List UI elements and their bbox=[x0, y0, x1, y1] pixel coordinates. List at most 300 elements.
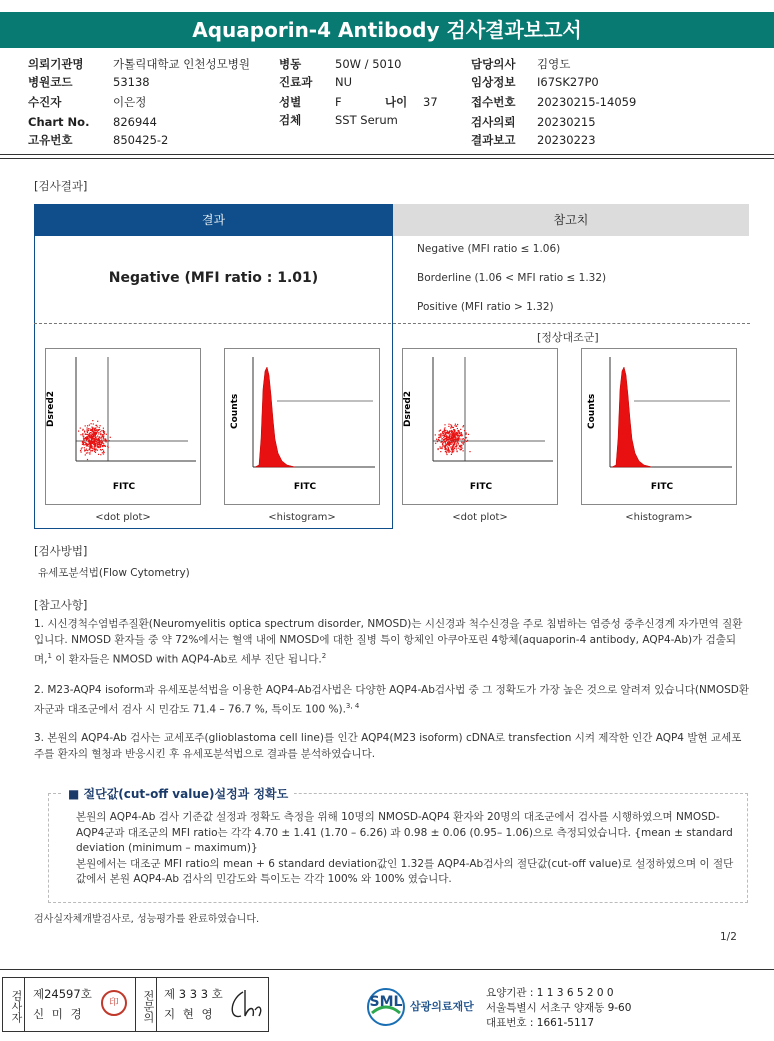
scatter-point bbox=[87, 459, 88, 460]
scatter-point bbox=[457, 439, 458, 440]
scatter-point bbox=[456, 448, 457, 449]
scatter-point bbox=[101, 437, 102, 438]
scatter-point bbox=[454, 431, 455, 432]
scatter-point bbox=[103, 453, 104, 454]
scatter-point bbox=[440, 446, 441, 447]
control-dot-plot bbox=[402, 348, 558, 505]
scatter-point bbox=[454, 430, 455, 431]
scatter-point bbox=[96, 425, 97, 426]
reference-header: 참고치 bbox=[393, 204, 749, 236]
scatter-point bbox=[101, 439, 102, 440]
scatter-point bbox=[436, 439, 437, 440]
scatter-point bbox=[106, 434, 107, 435]
scatter-point bbox=[101, 441, 102, 442]
scatter-point bbox=[452, 451, 453, 452]
scatter-point bbox=[448, 426, 449, 427]
scatter-point bbox=[82, 441, 83, 442]
dot-plot-scatter bbox=[78, 420, 111, 460]
scatter-point bbox=[98, 447, 99, 448]
control-dot-plot-svg bbox=[403, 349, 559, 506]
scatter-point bbox=[454, 442, 455, 443]
signature-box bbox=[2, 977, 269, 1032]
scatter-point bbox=[94, 451, 95, 452]
scatter-point bbox=[450, 444, 451, 445]
scatter-point bbox=[91, 442, 92, 443]
scatter-point bbox=[103, 443, 104, 444]
scatter-point bbox=[87, 427, 88, 428]
scatter-point bbox=[443, 433, 444, 434]
plot-divider bbox=[34, 323, 750, 324]
histogram-caption: <histogram> bbox=[268, 512, 336, 523]
scatter-point bbox=[444, 430, 445, 431]
scatter-point bbox=[94, 443, 95, 444]
control-dot-plot-caption: <dot plot> bbox=[452, 512, 508, 523]
scatter-point bbox=[467, 440, 468, 441]
clinical-value: I67SK27P0 bbox=[537, 75, 599, 89]
scatter-point bbox=[86, 438, 87, 439]
scatter-point bbox=[444, 438, 445, 439]
scatter-point bbox=[449, 431, 450, 432]
scatter-point bbox=[92, 441, 93, 442]
scatter-point bbox=[455, 424, 456, 425]
inspector-name: 신 미 경 bbox=[33, 1007, 84, 1021]
reviewer-label: 전문의 bbox=[135, 978, 157, 1031]
scatter-point bbox=[444, 429, 445, 430]
scatter-point bbox=[86, 450, 87, 451]
scatter-point bbox=[90, 436, 91, 437]
scatter-point bbox=[102, 452, 103, 453]
scatter-point bbox=[84, 431, 85, 432]
scatter-point bbox=[455, 441, 456, 442]
scatter-point bbox=[100, 438, 101, 439]
org-name: 삼광의료재단 bbox=[410, 1000, 474, 1013]
scatter-point bbox=[457, 442, 458, 443]
chart-value: 826944 bbox=[113, 115, 157, 129]
scatter-point bbox=[102, 434, 103, 435]
hospital-value: 가톨릭대학교 인천성모병원 bbox=[113, 57, 250, 71]
ward-label: 병동 bbox=[279, 57, 302, 71]
scatter-point bbox=[456, 450, 457, 451]
reviewer-number: 제 3 3 3 호 bbox=[164, 987, 223, 1001]
scatter-point bbox=[106, 441, 107, 442]
scatter-point bbox=[439, 440, 440, 441]
scatter-point bbox=[94, 447, 95, 448]
scatter-point bbox=[97, 440, 98, 441]
scatter-point bbox=[440, 430, 441, 431]
scatter-point bbox=[438, 434, 439, 435]
sex-value: F bbox=[335, 95, 342, 109]
scatter-point bbox=[103, 434, 104, 435]
patient-histogram bbox=[224, 348, 380, 505]
scatter-point bbox=[99, 437, 100, 438]
scatter-point bbox=[109, 440, 110, 441]
scatter-point bbox=[444, 427, 445, 428]
doctor-label: 담당의사 bbox=[471, 57, 516, 71]
scatter-point bbox=[446, 439, 447, 440]
result-value: Negative (MFI ratio : 1.01) bbox=[108, 270, 319, 286]
scatter-point bbox=[101, 430, 102, 431]
note-1-tail: 이 환자들은 NMOSD with AQP4-Ab로 세부 진단 됩니다. bbox=[51, 653, 322, 666]
scatter-point bbox=[443, 445, 444, 446]
scatter-point bbox=[100, 446, 101, 447]
scatter-point bbox=[106, 440, 107, 441]
scatter-point bbox=[463, 450, 464, 451]
scatter-point bbox=[464, 439, 465, 440]
scatter-point bbox=[442, 448, 443, 449]
scatter-point bbox=[451, 430, 452, 431]
scatter-point bbox=[442, 444, 443, 445]
scatter-point bbox=[460, 435, 461, 436]
scatter-point bbox=[437, 440, 438, 441]
scatter-point bbox=[81, 448, 82, 449]
sml-logo-text: SML bbox=[369, 994, 403, 1010]
scatter-point bbox=[448, 441, 449, 442]
scatter-point bbox=[87, 452, 88, 453]
scatter-point bbox=[87, 432, 88, 433]
scatter-point bbox=[102, 446, 103, 447]
scatter-point bbox=[82, 444, 83, 445]
scatter-point bbox=[445, 446, 446, 447]
scatter-point bbox=[461, 442, 462, 443]
reference-borderline: Borderline (1.06 < MFI ratio ≤ 1.32) bbox=[417, 272, 607, 284]
scatter-point bbox=[450, 424, 451, 425]
scatter-point bbox=[86, 453, 87, 454]
scatter-point bbox=[457, 435, 458, 436]
note-1-ref-2: 2 bbox=[321, 652, 327, 660]
scatter-point bbox=[84, 439, 85, 440]
scatter-point bbox=[457, 424, 458, 425]
scatter-point bbox=[450, 447, 451, 448]
histogram-peak bbox=[255, 367, 295, 467]
scatter-point bbox=[80, 428, 81, 429]
scatter-point bbox=[452, 444, 453, 445]
scatter-point bbox=[446, 437, 447, 438]
note-1-text: 1. 시신경척수염범주질환(Neuromyelitis optica spectrum disorder, NMOSD)는 시신경과 척수신경을 주로 침범하는 염증성 중추신경계 자가면역 질환입니다. NMOSD 환자들 중 약 72%에서는 혈액 내에 NMOSD에 대한 질병 특이 항체인 아쿠아포린 4항체(aquaporin-4 antibody, AQP4-Ab)가 검출되며, bbox=[34, 618, 743, 666]
scatter-point bbox=[93, 423, 94, 424]
scatter-point bbox=[446, 435, 447, 436]
dot-y-label: Dsred2 bbox=[46, 390, 56, 427]
scatter-point bbox=[452, 427, 453, 428]
scatter-point bbox=[87, 450, 88, 451]
scatter-point bbox=[86, 437, 87, 438]
note-2-ref: 3, 4 bbox=[345, 702, 360, 710]
scatter-point bbox=[78, 431, 79, 432]
scatter-point bbox=[92, 436, 93, 437]
scatter-point bbox=[84, 447, 85, 448]
patient-dot-plot bbox=[45, 348, 201, 505]
scatter-point bbox=[444, 441, 445, 442]
scatter-point bbox=[100, 449, 101, 450]
scatter-point bbox=[449, 450, 450, 451]
header-divider-2 bbox=[0, 158, 774, 159]
scatter-point bbox=[443, 442, 444, 443]
ward-value: 50W / 5010 bbox=[335, 57, 402, 71]
method-text: 유세포분석법(Flow Cytometry) bbox=[38, 567, 190, 579]
scatter-point bbox=[460, 429, 461, 430]
scatter-point bbox=[462, 439, 463, 440]
request-label: 검사의뢰 bbox=[471, 115, 516, 129]
dot-plot-svg bbox=[46, 349, 202, 506]
scatter-point bbox=[89, 445, 90, 446]
scatter-point bbox=[102, 449, 103, 450]
scatter-point bbox=[94, 431, 95, 432]
scatter-point bbox=[89, 449, 90, 450]
scatter-point bbox=[103, 436, 104, 437]
scatter-point bbox=[82, 435, 83, 436]
receipt-value: 20230215-14059 bbox=[537, 95, 637, 109]
cutoff-text bbox=[76, 810, 736, 888]
scatter-point bbox=[97, 444, 98, 445]
scatter-point bbox=[92, 431, 93, 432]
scatter-point bbox=[445, 451, 446, 452]
scatter-point bbox=[97, 436, 98, 437]
scatter-point bbox=[454, 434, 455, 435]
scatter-point bbox=[442, 433, 443, 434]
scatter-point bbox=[440, 451, 441, 452]
scatter-point bbox=[94, 439, 95, 440]
histogram-svg bbox=[225, 349, 381, 506]
scatter-point bbox=[446, 454, 447, 455]
scatter-point bbox=[446, 433, 447, 434]
scatter-point bbox=[92, 439, 93, 440]
scatter-point bbox=[86, 444, 87, 445]
scatter-point bbox=[97, 443, 98, 444]
scatter-point bbox=[459, 433, 460, 434]
scatter-point bbox=[460, 447, 461, 448]
scatter-point bbox=[451, 432, 452, 433]
scatter-point bbox=[461, 445, 462, 446]
scatter-point bbox=[89, 452, 90, 453]
specimen-value: SST Serum bbox=[335, 113, 398, 127]
clinical-label: 임상정보 bbox=[471, 75, 516, 89]
scatter-point bbox=[91, 434, 92, 435]
scatter-point bbox=[85, 454, 86, 455]
scatter-point bbox=[450, 433, 451, 434]
scatter-point bbox=[100, 440, 101, 441]
scatter-point bbox=[447, 442, 448, 443]
scatter-point bbox=[438, 437, 439, 438]
scatter-point bbox=[100, 433, 101, 434]
cutoff-text-2: 본원에서는 대조군 MFI ratio의 mean + 6 standard deviation값인 1.32를 AQP4-Ab검사의 절단값(cut-off value)로 설정하였으며 이 절단값에서 본원 AQP4-Ab 검사의 민감도와 특이도는 각각 100% 와 100% 였습니다. bbox=[76, 857, 734, 885]
scatter-point bbox=[85, 425, 86, 426]
footer-divider bbox=[0, 969, 774, 970]
dept-value: NU bbox=[335, 75, 353, 89]
cutoff-title: ■ 절단값(cut-off value)설정과 정확도 bbox=[62, 785, 294, 802]
scatter-point bbox=[105, 438, 106, 439]
scatter-point bbox=[89, 425, 90, 426]
scatter-point bbox=[445, 443, 446, 444]
scatter-point bbox=[104, 433, 105, 434]
scatter-point bbox=[446, 449, 447, 450]
scatter-point bbox=[97, 450, 98, 451]
scatter-point bbox=[89, 434, 90, 435]
scatter-point bbox=[86, 429, 87, 430]
scatter-point bbox=[90, 437, 91, 438]
scatter-point bbox=[442, 446, 443, 447]
scatter-point bbox=[88, 428, 89, 429]
org-code: 요양기관 : 1 1 3 6 5 2 0 0 bbox=[486, 987, 614, 999]
patient-value: 이은정 bbox=[113, 95, 147, 109]
scatter-point bbox=[459, 445, 460, 446]
unique-label: 고유번호 bbox=[28, 133, 73, 147]
scatter-point bbox=[443, 437, 444, 438]
scatter-point bbox=[98, 433, 99, 434]
scatter-point bbox=[451, 425, 452, 426]
scatter-point bbox=[90, 432, 91, 433]
scatter-point bbox=[98, 454, 99, 455]
reviewer-name: 지 현 영 bbox=[164, 1007, 215, 1021]
control-label: [정상대조군] bbox=[537, 331, 599, 344]
scatter-point bbox=[85, 437, 86, 438]
scatter-point bbox=[89, 435, 90, 436]
scatter-point bbox=[108, 447, 109, 448]
header-divider bbox=[0, 154, 774, 155]
scatter-point bbox=[466, 434, 467, 435]
control-histogram bbox=[581, 348, 737, 505]
scatter-point bbox=[454, 425, 455, 426]
scatter-point bbox=[445, 447, 446, 448]
page-number: 1/2 bbox=[720, 931, 737, 943]
scatter-point bbox=[84, 450, 85, 451]
scatter-point bbox=[103, 450, 104, 451]
scatter-point bbox=[86, 445, 87, 446]
scatter-point bbox=[82, 430, 83, 431]
control-histogram-caption: <histogram> bbox=[625, 512, 693, 523]
scatter-point bbox=[93, 432, 94, 433]
control-hist-y-label: Counts bbox=[587, 393, 597, 429]
note-2 bbox=[34, 682, 750, 718]
scatter-point bbox=[87, 436, 88, 437]
scatter-point bbox=[448, 439, 449, 440]
scatter-point bbox=[91, 437, 92, 438]
org-phone: 대표번호 : 1661-5117 bbox=[486, 1017, 595, 1029]
scatter-point bbox=[453, 441, 454, 442]
note-1 bbox=[34, 616, 750, 668]
scatter-point bbox=[447, 437, 448, 438]
code-value: 53138 bbox=[113, 75, 150, 89]
scatter-point bbox=[87, 425, 88, 426]
scatter-point bbox=[468, 434, 469, 435]
specimen-label: 검체 bbox=[279, 113, 302, 127]
scatter-point bbox=[91, 427, 92, 428]
scatter-point bbox=[104, 431, 105, 432]
scatter-point bbox=[81, 452, 82, 453]
scatter-point bbox=[460, 433, 461, 434]
result-section-title: [검사결과] bbox=[34, 179, 88, 193]
scatter-point bbox=[459, 431, 460, 432]
scatter-point bbox=[446, 451, 447, 452]
sex-label: 성별 bbox=[279, 95, 302, 109]
doctor-value: 김영도 bbox=[537, 57, 571, 71]
scatter-point bbox=[451, 454, 452, 455]
scatter-point bbox=[456, 445, 457, 446]
inspector-number: 제24597호 bbox=[33, 987, 92, 1001]
dot-plot-caption: <dot plot> bbox=[95, 512, 151, 523]
scatter-point bbox=[94, 429, 95, 430]
scatter-point bbox=[456, 446, 457, 447]
scatter-point bbox=[98, 442, 99, 443]
scatter-point bbox=[86, 449, 87, 450]
scatter-point bbox=[88, 438, 89, 439]
scatter-point bbox=[443, 439, 444, 440]
patient-label: 수진자 bbox=[28, 95, 62, 109]
scatter-point bbox=[445, 448, 446, 449]
scatter-point bbox=[98, 432, 99, 433]
scatter-point bbox=[454, 448, 455, 449]
scatter-point bbox=[89, 454, 90, 455]
scatter-point bbox=[439, 430, 440, 431]
scatter-point bbox=[99, 438, 100, 439]
scatter-point bbox=[451, 426, 452, 427]
scatter-point bbox=[458, 431, 459, 432]
scatter-point bbox=[453, 447, 454, 448]
scatter-point bbox=[85, 442, 86, 443]
code-label: 병원코드 bbox=[28, 75, 73, 89]
age-label: 나이 bbox=[385, 95, 408, 109]
scatter-point bbox=[89, 428, 90, 429]
scatter-point bbox=[452, 437, 453, 438]
scatter-point bbox=[447, 430, 448, 431]
scatter-point bbox=[91, 423, 92, 424]
control-dot-x-label: FITC bbox=[469, 482, 493, 492]
chart-label: Chart No. bbox=[28, 115, 90, 129]
org-address: 서울특별시 서초구 양재동 9-60 bbox=[486, 1002, 632, 1014]
scatter-point bbox=[442, 435, 443, 436]
scatter-point bbox=[101, 434, 102, 435]
scatter-point bbox=[103, 440, 104, 441]
method-section-title: [검사방법] bbox=[34, 544, 88, 558]
control-hist-x-label: FITC bbox=[650, 482, 674, 492]
scatter-point bbox=[448, 448, 449, 449]
scatter-point bbox=[93, 448, 94, 449]
scatter-point bbox=[448, 452, 449, 453]
scatter-point bbox=[462, 435, 463, 436]
scatter-point bbox=[80, 434, 81, 435]
scatter-point bbox=[444, 435, 445, 436]
scatter-point bbox=[87, 434, 88, 435]
hist-y-label: Counts bbox=[230, 393, 240, 429]
scatter-point bbox=[446, 452, 447, 453]
scatter-point bbox=[96, 439, 97, 440]
scatter-point bbox=[463, 443, 464, 444]
scatter-point bbox=[444, 432, 445, 433]
scatter-point bbox=[448, 424, 449, 425]
control-histogram-peak bbox=[612, 367, 652, 467]
scatter-point bbox=[440, 448, 441, 449]
scatter-point bbox=[82, 433, 83, 434]
scatter-point bbox=[110, 437, 111, 438]
scatter-point bbox=[435, 443, 436, 444]
scatter-point bbox=[462, 426, 463, 427]
scatter-point bbox=[85, 434, 86, 435]
scatter-point bbox=[450, 440, 451, 441]
scatter-point bbox=[97, 426, 98, 427]
scatter-point bbox=[442, 443, 443, 444]
reference-negative: Negative (MFI ratio ≤ 1.06) bbox=[417, 243, 561, 255]
scatter-point bbox=[469, 451, 470, 452]
scatter-point bbox=[95, 439, 96, 440]
scatter-point bbox=[465, 437, 466, 438]
report-title: Aquaporin-4 Antibody 검사결과보고서 bbox=[0, 12, 774, 48]
scatter-point bbox=[458, 443, 459, 444]
scatter-point bbox=[449, 439, 450, 440]
cutoff-text-1: 본원의 AQP4-Ab 검사 기준값 설정과 정확도 측정을 위해 10명의 NMOSD-AQP4 환자와 20명의 대조군에서 검사를 시행하였으며 NMOSD-AQP4군과 대조군의 MFI ratio는 각각 4.70 ± 1.41 (1.70 – 6.26) 과 0.98 ± 0.06 (0.95– 1.06)으로 측정되었습니다. {mean ± standard deviation (minimum – maximum)} bbox=[76, 811, 733, 854]
request-value: 20230215 bbox=[537, 115, 596, 129]
scatter-point bbox=[452, 440, 453, 441]
scatter-point bbox=[464, 430, 465, 431]
scatter-point bbox=[455, 433, 456, 434]
scatter-point bbox=[447, 449, 448, 450]
